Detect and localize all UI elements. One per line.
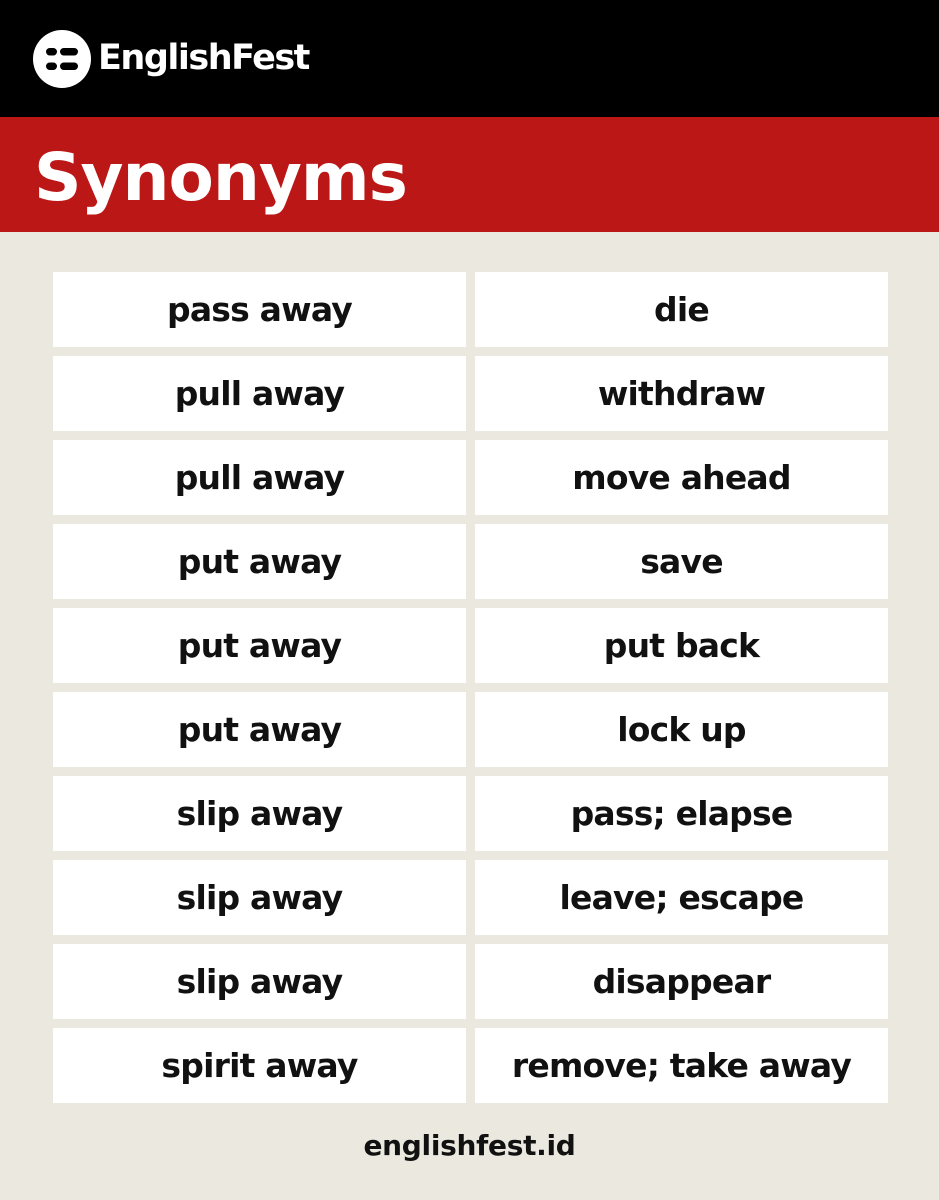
phrase-cell: put away <box>53 524 466 599</box>
synonym-cell: put back <box>475 608 888 683</box>
phrase-cell: pull away <box>53 440 466 515</box>
phrase-cell: spirit away <box>53 1028 466 1103</box>
table-row <box>53 776 888 851</box>
table-row <box>53 608 888 683</box>
synonym-cell: leave; escape <box>475 860 888 935</box>
phrase-cell: pass away <box>53 272 466 347</box>
page-title: Synonyms <box>34 139 407 216</box>
table-row <box>53 272 888 347</box>
synonym-cell: remove; take away <box>475 1028 888 1103</box>
footer-website: englishfest.id <box>363 1129 576 1162</box>
phrase-cell: slip away <box>53 944 466 1019</box>
table-row <box>53 692 888 767</box>
table-row <box>53 524 888 599</box>
synonym-cell: disappear <box>475 944 888 1019</box>
phrase-cell: put away <box>53 608 466 683</box>
table-row <box>53 860 888 935</box>
phrase-cell: slip away <box>53 776 466 851</box>
synonyms-table <box>53 272 888 1112</box>
table-row <box>53 440 888 515</box>
header-bar <box>0 0 939 117</box>
brand-name: EnglishFest <box>98 38 309 78</box>
synonym-cell: lock up <box>475 692 888 767</box>
phrase-cell: slip away <box>53 860 466 935</box>
synonym-cell: withdraw <box>475 356 888 431</box>
synonym-cell: save <box>475 524 888 599</box>
englishfest-logo-icon <box>33 30 91 88</box>
table-row <box>53 1028 888 1103</box>
synonym-cell: pass; elapse <box>475 776 888 851</box>
synonym-cell: move ahead <box>475 440 888 515</box>
phrase-cell: pull away <box>53 356 466 431</box>
phrase-cell: put away <box>53 692 466 767</box>
table-row <box>53 944 888 1019</box>
table-row <box>53 356 888 431</box>
synonym-cell: die <box>475 272 888 347</box>
